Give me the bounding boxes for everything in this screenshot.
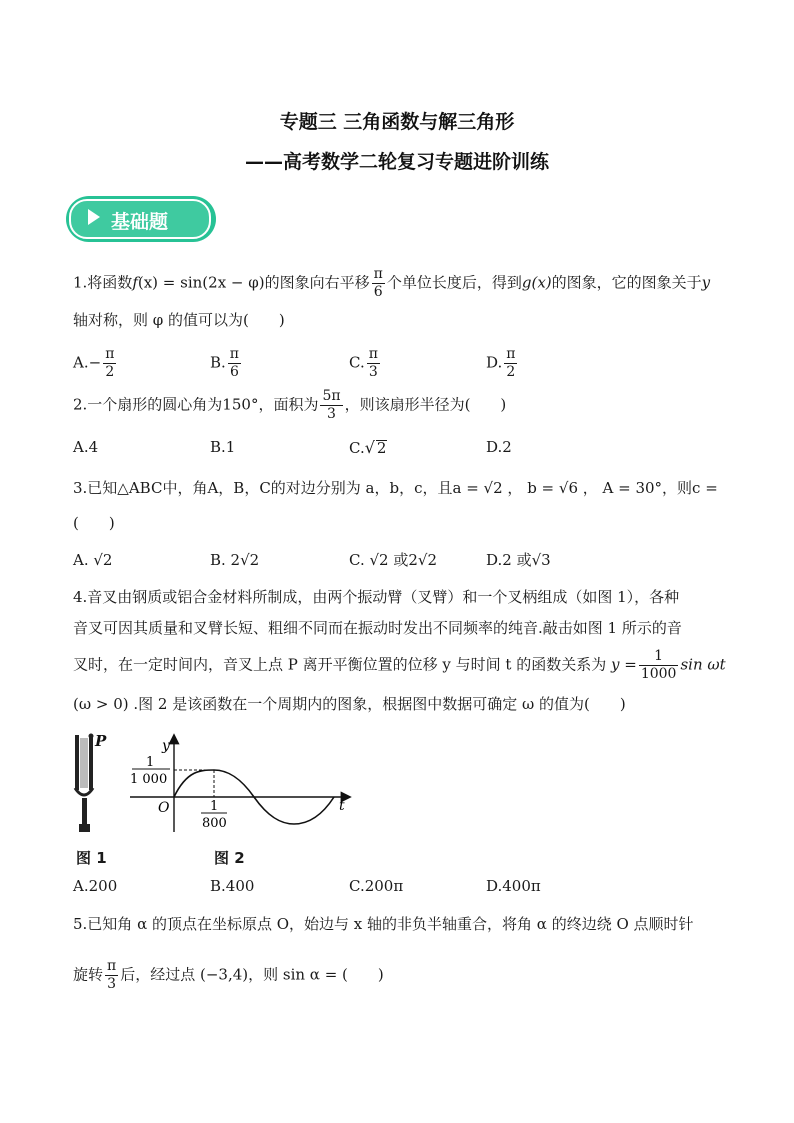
- svg-text:P: P: [95, 732, 107, 750]
- figure-2-label: 图 2: [214, 849, 245, 867]
- question-4-line-3: 叉时，在一定时间内，音叉上点 P 离开平衡位置的位移 y 与时间 t 的函数关系为 y = $\frac{1}{1000}$ sin ωt: [73, 648, 726, 682]
- q2-option-b: B.1: [210, 438, 236, 456]
- q4-option-b: B.400: [210, 877, 255, 895]
- q2-option-c: C.√ 2: [349, 438, 387, 457]
- q1-option-b: B. $\frac{\pi}{6}$: [210, 346, 239, 380]
- q4-option-d: D.400π: [486, 877, 541, 895]
- q4-option-c: C.200π: [349, 877, 404, 895]
- section-badge-label: 基础题: [111, 211, 169, 233]
- q3-option-b: B. 2√2: [210, 551, 260, 569]
- play-icon: [88, 209, 100, 225]
- q4-option-a: A.200: [73, 877, 118, 895]
- question-3-line-2: ( ): [73, 514, 115, 532]
- q1-option-a: A.− $\frac{\pi}{2}$: [73, 346, 115, 380]
- page-title: 专题三 三角函数与解三角形: [279, 111, 515, 133]
- q3-option-d: D.2 或√3: [486, 551, 551, 569]
- question-4-line-2: 音叉可因其质量和叉臂长短、粗细不同而在振动时发出不同频率的纯音.敲击如图 1 所示的音: [73, 619, 682, 637]
- question-4-line-1: 4.音叉由钢质或铝合金材料所制成，由两个振动臂（叉臂）和一个叉柄组成（如图 1），各种: [73, 588, 680, 606]
- figure-2-sine-graph: [125, 732, 355, 832]
- question-5-line-1: 5.已知角 α 的顶点在坐标原点 O，始边与 x 轴的非负半轴重合，将角 α 的终边绕 O 点顺时针: [73, 915, 694, 933]
- figure-1-label: 图 1: [76, 849, 107, 867]
- question-1-line-2: 轴对称，则 φ 的值可以为( ): [73, 311, 285, 329]
- question-1-line-1: 1.将函数f(x) = sin(2x − φ)的图象向右平移 $\frac{\pi}{6}$ 个单位长度后，得到g(x)的图象，它的图象关于y: [73, 266, 711, 300]
- q3-option-c: C. √2 或2√2: [349, 551, 437, 569]
- page-subtitle: ——高考数学二轮复习专题进阶训练: [244, 151, 549, 173]
- q2-option-a: A.4: [73, 438, 99, 456]
- svg-text:1: 1: [210, 799, 219, 814]
- svg-text:y: y: [162, 738, 170, 754]
- question-2-line: 2.一个扇形的圆心角为150°，面积为 $\frac{5\pi}{3}$ ，则该扇形半径为( ): [73, 388, 507, 422]
- svg-text:O: O: [158, 800, 170, 816]
- svg-text:1: 1: [146, 755, 155, 770]
- q2-option-d: D.2: [486, 438, 512, 456]
- question-3-line-1: 3.已知△ABC中，角A，B，C的对边分别为 a，b，c，且a = √2 ， b = √6 ， A = 30°，则c =: [73, 479, 718, 497]
- svg-text:1 000: 1 000: [130, 772, 168, 787]
- section-badge: [66, 196, 216, 242]
- question-5-line-2: 旋转 $\frac{\pi}{3}$ 后，经过点 (−3,4)，则 sin α = ( ): [73, 958, 384, 992]
- svg-text:t: t: [339, 798, 345, 814]
- svg-text:800: 800: [202, 816, 227, 831]
- q1-option-d: D. $\frac{\pi}{2}$: [486, 346, 516, 380]
- fraction: $\frac{\pi}{6}$: [373, 266, 383, 300]
- q1-option-c: C. $\frac{\pi}{3}$: [349, 346, 378, 380]
- question-4-line-4: (ω > 0) .图 2 是该函数在一个周期内的图象，根据图中数据可确定 ω 的值为( ): [73, 695, 626, 713]
- figure-1-tuning-fork: [70, 730, 110, 840]
- q3-option-a: A. √2: [73, 551, 113, 569]
